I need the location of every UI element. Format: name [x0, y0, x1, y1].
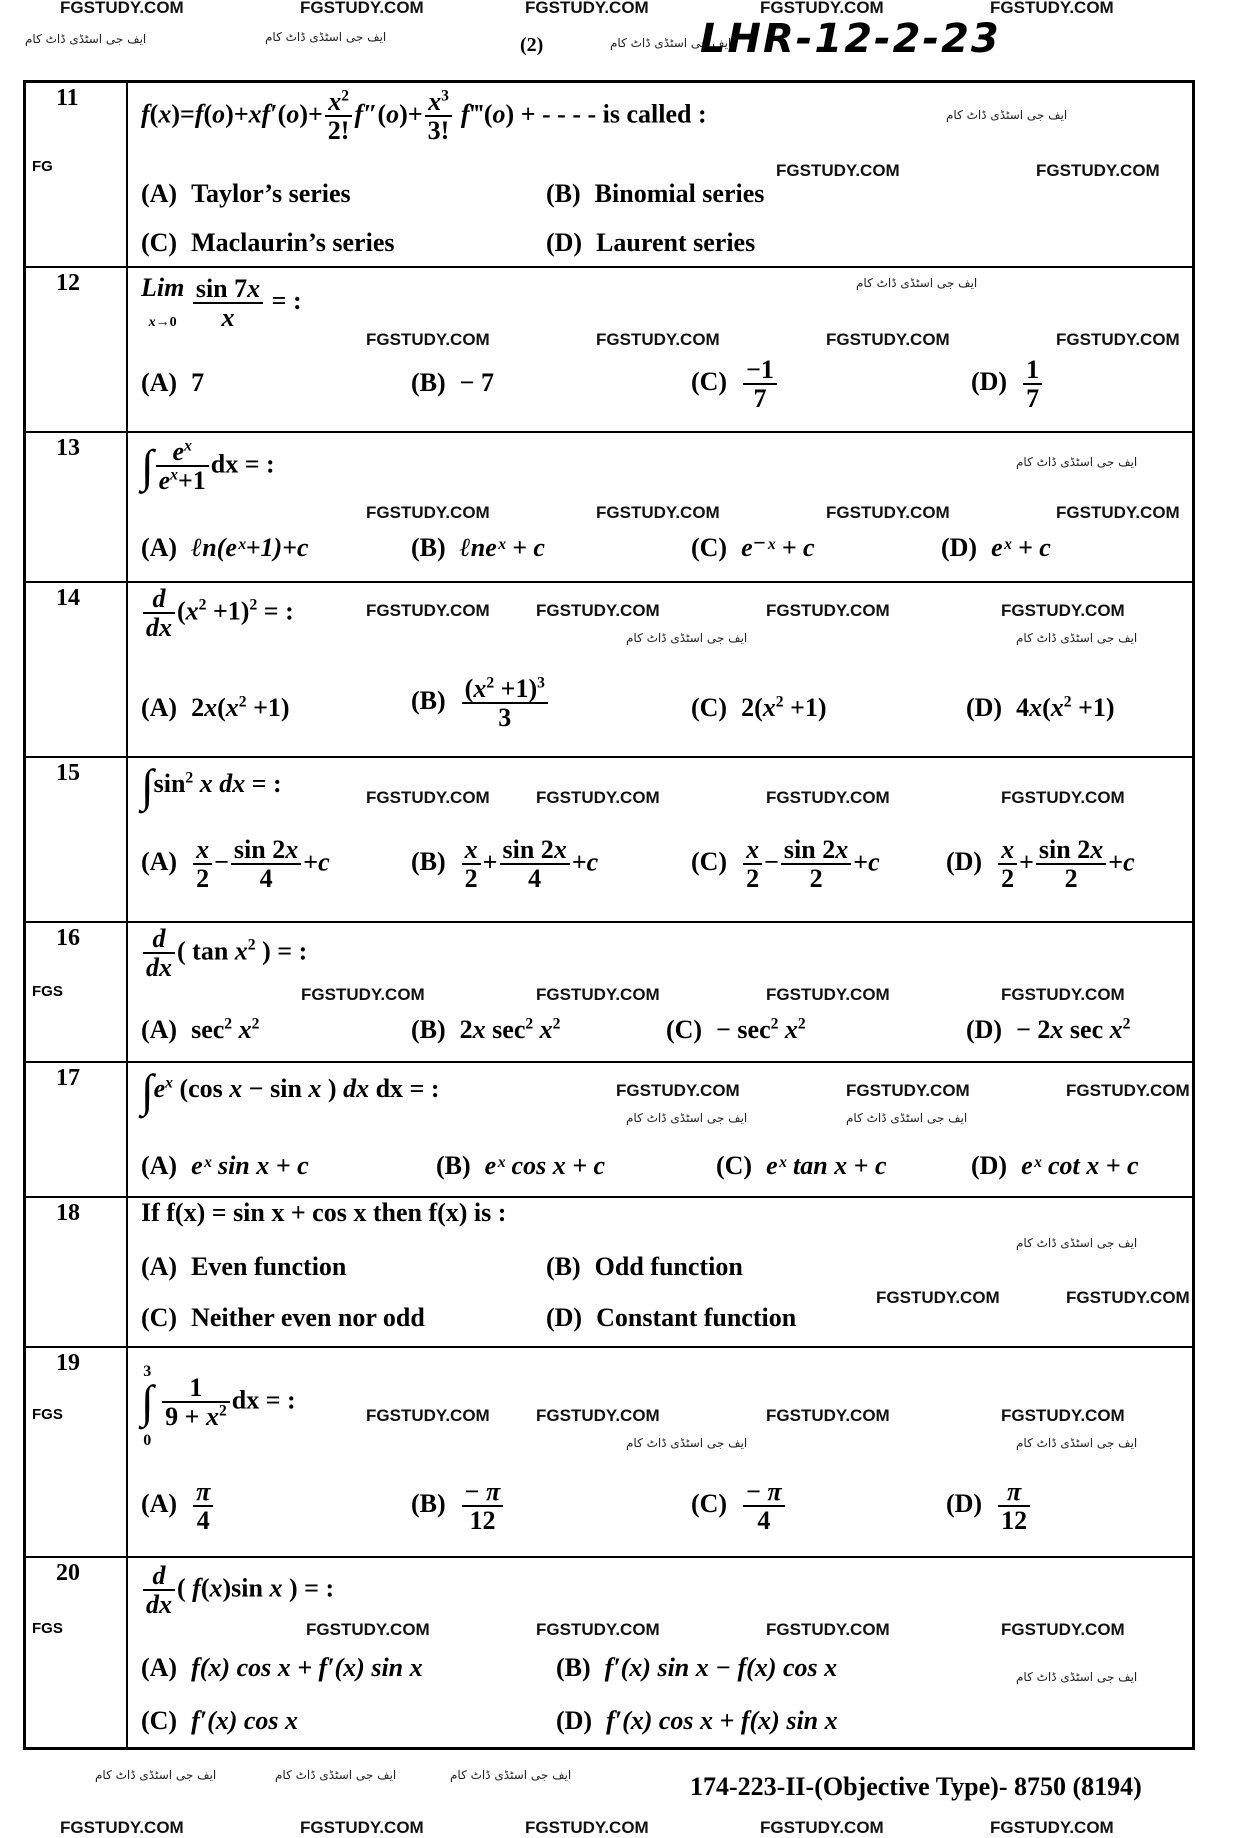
- header-watermark: FGSTUDY.COM: [60, 0, 184, 17]
- row-watermark: FGSTUDY.COM: [826, 503, 950, 522]
- question-stem: $\frac{d}{dx}$ ( $\tan x^2$ ) = :: [141, 925, 307, 982]
- question-number: 20: [56, 1560, 80, 1586]
- option-c[interactable]: (C) Maclaurin’s series: [141, 228, 395, 257]
- option-b[interactable]: (B) $\frac{- \pi}{12}$: [411, 1478, 505, 1535]
- row-watermark: FGSTUDY.COM: [766, 1620, 890, 1639]
- urdu-watermark: ایف جی اسٹڈی ڈاٹ کام: [1016, 1436, 1138, 1450]
- page-number: (2): [520, 34, 544, 56]
- urdu-watermark: ایف جی اسٹڈی ڈاٹ کام: [946, 108, 1068, 122]
- question-row-13: [26, 433, 1192, 583]
- option-a[interactable]: (A) f(x) cos x + f′(x) sin x: [141, 1653, 423, 1682]
- footer-watermark: FGSTUDY.COM: [990, 1818, 1114, 1837]
- option-c[interactable]: (C) $2(x^2 +1)$: [691, 693, 827, 722]
- urdu-watermark: ایف جی اسٹڈی ڈاٹ کام: [626, 1436, 748, 1450]
- question-stem: Lim x→0 $\frac{\sin 7x}{x}$ = :: [141, 273, 302, 332]
- row-watermark: FGSTUDY.COM: [366, 1406, 490, 1425]
- column-divider: [126, 83, 128, 266]
- row-watermark: FGSTUDY.COM: [1066, 1288, 1190, 1307]
- question-row-12: [26, 268, 1192, 433]
- row-watermark: FGSTUDY.COM: [536, 601, 660, 620]
- row-watermark: FGSTUDY.COM: [766, 1406, 890, 1425]
- option-d[interactable]: (D) $\frac{1}{7}$: [971, 356, 1044, 413]
- question-number: 16: [56, 925, 80, 951]
- question-number: 19: [56, 1350, 80, 1376]
- row-watermark: FGSTUDY.COM: [846, 1081, 970, 1100]
- side-watermark: FGS: [32, 1406, 63, 1423]
- row-watermark: FGSTUDY.COM: [1001, 985, 1125, 1004]
- option-a[interactable]: (A) Even function: [141, 1252, 347, 1281]
- question-table: [23, 80, 1195, 1750]
- option-c[interactable]: (C) eˣ tan x + c: [716, 1151, 887, 1180]
- column-divider: [126, 1348, 128, 1556]
- option-b[interactable]: (B) Odd function: [546, 1252, 743, 1281]
- urdu-watermark: ایف جی اسٹڈی ڈاٹ کام: [1016, 1236, 1138, 1250]
- option-c[interactable]: $(C) - \sec^2 x^2$: [666, 1015, 806, 1044]
- option-b[interactable]: (B) ℓneˣ + c: [411, 533, 545, 562]
- urdu-watermark: ایف جی اسٹڈی ڈاٹ کام: [1016, 455, 1138, 469]
- question-row-16: [26, 923, 1192, 1063]
- option-a[interactable]: (A) 7: [141, 368, 205, 397]
- question-stem: If f(x) = sin x + cos x then f(x) is :: [141, 1198, 507, 1227]
- side-watermark: FG: [32, 158, 53, 175]
- urdu-watermark: ایف جی اسٹڈی ڈاٹ کام: [846, 1111, 968, 1125]
- row-watermark: FGSTUDY.COM: [366, 788, 490, 807]
- question-row-11: [26, 83, 1192, 268]
- row-watermark: FGSTUDY.COM: [301, 985, 425, 1004]
- question-number: 17: [56, 1065, 80, 1091]
- header-watermark: FGSTUDY.COM: [525, 0, 649, 17]
- row-watermark: FGSTUDY.COM: [1001, 788, 1125, 807]
- question-number: 13: [56, 435, 80, 461]
- option-c[interactable]: (C) $\frac{-1}{7}$: [691, 356, 779, 413]
- column-divider: [126, 583, 128, 756]
- option-a[interactable]: (A) $\frac{\pi}{4}$: [141, 1478, 215, 1535]
- option-c[interactable]: (C) $\frac{- \pi}{4}$: [691, 1478, 787, 1535]
- footer-urdu-mark: ایف جی اسٹڈی ڈاٹ کام: [450, 1768, 572, 1782]
- row-watermark: FGSTUDY.COM: [1066, 1081, 1190, 1100]
- question-number: 18: [56, 1200, 80, 1226]
- urdu-watermark: ایف جی اسٹڈی ڈاٹ کام: [626, 1111, 748, 1125]
- option-d[interactable]: (D) f′(x) cos x + f(x) sin x: [556, 1706, 838, 1735]
- option-d[interactable]: (D) − 2x $\sec x^2$: [966, 1015, 1131, 1044]
- question-row-19: [26, 1348, 1192, 1558]
- option-c[interactable]: (C) e⁻ˣ + c: [691, 533, 815, 562]
- option-d[interactable]: (D) $4x(x^2 +1)$: [966, 693, 1115, 722]
- row-watermark: FGSTUDY.COM: [366, 601, 490, 620]
- option-d[interactable]: (D) eˣ cot x + c: [971, 1151, 1139, 1180]
- question-row-17: [26, 1063, 1192, 1198]
- row-watermark: FGSTUDY.COM: [766, 788, 890, 807]
- row-watermark: FGSTUDY.COM: [366, 330, 490, 349]
- side-watermark: FGS: [32, 983, 63, 1000]
- option-b[interactable]: (B) − 7: [411, 368, 494, 397]
- header-urdu-mark: ایف جی اسٹڈی ڈاٹ کام: [25, 32, 147, 46]
- row-watermark: FGSTUDY.COM: [1001, 601, 1125, 620]
- column-divider: [126, 268, 128, 431]
- row-watermark: FGSTUDY.COM: [1001, 1620, 1125, 1639]
- option-a[interactable]: (A) eˣ sin x + c: [141, 1151, 309, 1180]
- column-divider: [126, 1558, 128, 1747]
- column-divider: [126, 1063, 128, 1196]
- option-c[interactable]: (C) Neither even nor odd: [141, 1303, 425, 1332]
- row-watermark: FGSTUDY.COM: [1056, 503, 1180, 522]
- option-b[interactable]: (B) f′(x) sin x − f(x) cos x: [556, 1653, 838, 1682]
- option-a[interactable]: (A) Taylor’s series: [141, 179, 351, 208]
- row-watermark: FGSTUDY.COM: [766, 985, 890, 1004]
- option-a[interactable]: (A) $\frac{x}{2}$ − $\frac{\sin 2x}{4}$ +c: [141, 835, 330, 894]
- option-a[interactable]: (A) $2x(x^2 +1)$: [141, 693, 290, 722]
- question-stem: 3 ∫ 0 $\frac{1}{9 + x^2}$ dx = :: [141, 1363, 296, 1450]
- option-d[interactable]: (D) Constant function: [546, 1303, 797, 1332]
- paper-code: 174-223-II-(Objective Type)- 8750 (8194): [690, 1772, 1142, 1801]
- question-number: 11: [56, 85, 79, 111]
- row-watermark: FGSTUDY.COM: [306, 1620, 430, 1639]
- question-stem: f(x)=f(o)+xf′(o)+ $\frac{x^2}{2!}$ f″(o)+ $\frac{x^3}{3!}$ f‴(o) + ‐ ‐ ‐ ‐ is called :: [141, 87, 707, 146]
- option-a[interactable]: (A) $\sec^2 x^2$: [141, 1015, 260, 1044]
- column-divider: [126, 1198, 128, 1346]
- question-row-14: [26, 583, 1192, 758]
- urdu-watermark: ایف جی اسٹڈی ڈاٹ کام: [1016, 1670, 1138, 1684]
- question-number: 15: [56, 760, 80, 786]
- footer-watermark: FGSTUDY.COM: [760, 1818, 884, 1837]
- row-watermark: FGSTUDY.COM: [596, 503, 720, 522]
- header-urdu-mark: ایف جی اسٹڈی ڈاٹ کام: [265, 30, 387, 44]
- option-b[interactable]: (B) eˣ cos x + c: [436, 1151, 606, 1180]
- row-watermark: FGSTUDY.COM: [536, 1620, 660, 1639]
- header-urdu-mark: ایف جی اسٹڈی ڈاٹ کام: [610, 36, 732, 50]
- option-b[interactable]: (B) 2x $\sec^2 x^2$: [411, 1015, 561, 1044]
- row-watermark: FGSTUDY.COM: [766, 601, 890, 620]
- urdu-watermark: ایف جی اسٹڈی ڈاٹ کام: [1016, 631, 1138, 645]
- question-stem: $\frac{d}{dx}$ $(x^2 +1)^2$ = :: [141, 585, 294, 642]
- row-watermark: FGSTUDY.COM: [366, 503, 490, 522]
- header-watermark: FGSTUDY.COM: [760, 0, 884, 17]
- question-stem: $\frac{d}{dx}$ ( f(x)sin x ) = :: [141, 1562, 334, 1619]
- footer-urdu-mark: ایف جی اسٹڈی ڈاٹ کام: [275, 1768, 397, 1782]
- row-watermark: FGSTUDY.COM: [876, 1288, 1000, 1307]
- question-number: 14: [56, 585, 80, 611]
- footer-watermark: FGSTUDY.COM: [525, 1818, 649, 1837]
- question-row-15: [26, 758, 1192, 923]
- option-d[interactable]: (D) eˣ + c: [941, 533, 1051, 562]
- option-c[interactable]: (C) $\frac{x}{2}$ − $\frac{\sin 2x}{2}$ +c: [691, 835, 880, 894]
- row-watermark: FGSTUDY.COM: [536, 788, 660, 807]
- urdu-watermark: ایف جی اسٹڈی ڈاٹ کام: [626, 631, 748, 645]
- question-stem: $\int\sin^2$ x dx = :: [141, 760, 282, 811]
- row-watermark: FGSTUDY.COM: [1036, 161, 1160, 180]
- option-d[interactable]: (D) Laurent series: [546, 228, 756, 257]
- row-watermark: FGSTUDY.COM: [1056, 330, 1180, 349]
- question-stem: $\int e^x$ (cos x − sin x ) dx dx = :: [141, 1065, 440, 1116]
- question-stem: ∫ $\frac{e^x}{e^x+1}$ dx = :: [141, 437, 275, 496]
- column-divider: [126, 433, 128, 581]
- option-c[interactable]: (C) f′(x) cos x: [141, 1706, 299, 1735]
- urdu-watermark: ایف جی اسٹڈی ڈاٹ کام: [856, 276, 978, 290]
- footer-urdu-mark: ایف جی اسٹڈی ڈاٹ کام: [95, 1768, 217, 1782]
- header-watermark: FGSTUDY.COM: [300, 0, 424, 17]
- question-row-20: [26, 1558, 1192, 1747]
- option-d[interactable]: (D) $\frac{\pi}{12}$: [946, 1478, 1032, 1535]
- question-number: 12: [56, 270, 80, 296]
- side-watermark: FGS: [32, 1620, 63, 1637]
- option-b[interactable]: (B) $\frac{x}{2}$ + $\frac{\sin 2x}{4}$ +c: [411, 835, 599, 894]
- option-a[interactable]: (A) ℓn(eˣ+1)+c: [141, 533, 309, 562]
- row-watermark: FGSTUDY.COM: [616, 1081, 740, 1100]
- column-divider: [126, 923, 128, 1061]
- footer-watermark: FGSTUDY.COM: [60, 1818, 184, 1837]
- row-watermark: FGSTUDY.COM: [536, 985, 660, 1004]
- option-b[interactable]: (B) Binomial series: [546, 179, 765, 208]
- option-d[interactable]: (D) $\frac{x}{2}$ + $\frac{\sin 2x}{2}$ +c: [946, 835, 1135, 894]
- column-divider: [126, 758, 128, 921]
- row-watermark: FGSTUDY.COM: [596, 330, 720, 349]
- header-watermark: FGSTUDY.COM: [990, 0, 1114, 17]
- row-watermark: FGSTUDY.COM: [1001, 1406, 1125, 1425]
- row-watermark: FGSTUDY.COM: [536, 1406, 660, 1425]
- handwritten-note: LHR-12-2-23: [700, 16, 1001, 62]
- row-watermark: FGSTUDY.COM: [826, 330, 950, 349]
- row-watermark: FGSTUDY.COM: [776, 161, 900, 180]
- option-b[interactable]: (B) $\frac{(x^2 +1)^3}{3}$: [411, 675, 550, 732]
- question-row-18: [26, 1198, 1192, 1348]
- footer-watermark: FGSTUDY.COM: [300, 1818, 424, 1837]
